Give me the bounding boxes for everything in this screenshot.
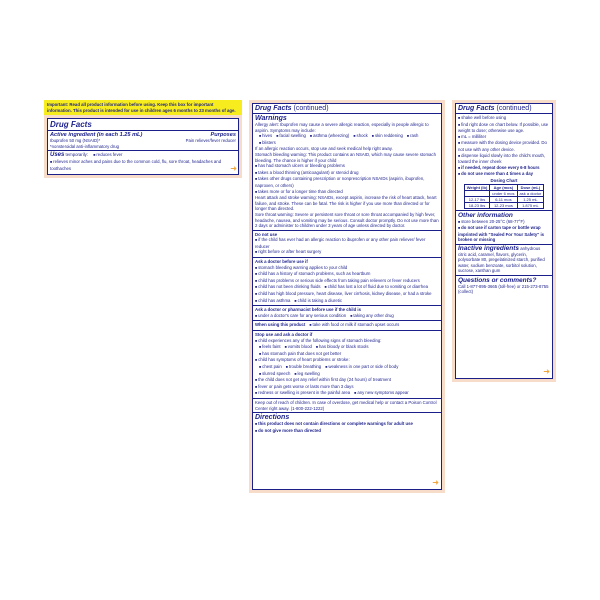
list-item: ■ weakness in one part or side of body (325, 364, 398, 371)
right-panel (452, 100, 556, 382)
table-cell: 1.875 mL (517, 202, 544, 208)
list-item: ■ do not use more than 4 times a day (458, 171, 550, 178)
arrow-right-icon: ➜ (230, 164, 237, 174)
table-row (464, 196, 544, 202)
table-row (464, 184, 544, 190)
table-cell: ask a doctor (517, 190, 544, 196)
do-not-use-heading: Do not use (255, 231, 278, 237)
table-cell: 12-23 mos (490, 202, 517, 208)
allergy-after: If an allergic reaction occurs, stop use and seek medical help right away. (255, 146, 393, 152)
list-item: ■ this product does not contain directions or complete warnings for adult use (255, 421, 439, 428)
list-item: ■ has had stomach ulcers or bleeding problems (255, 163, 439, 170)
list-item: ■ the child does not get any relief within first day (24 hours) of treatment (255, 377, 439, 384)
list-item: ■ taking any other drug (350, 313, 394, 320)
uses-temporarily: temporarily: (65, 152, 88, 158)
table-header: Dose (mL) (517, 184, 544, 190)
questions-heading: Questions or comments? (458, 276, 537, 284)
list-item: ■ takes other drugs containing prescription or nonprescription NSAIDs (aspirin, ibuprofen, naproxen, or others) (255, 176, 439, 188)
list-item: ■ do not use if carton tape or bottle wrap imprinted with "Sealed For Your Safety" is broken or missing (458, 225, 550, 243)
heart-warning: Heart attack and stroke warning: NSAIDs, except aspirin, increase the risk of heart attack, heart failure, and stroke. These can be fatal. The risk is higher if you use more than directed or for longer than directed. (255, 195, 437, 212)
list-item: ■ store between 20-25°C (68-77°F) (458, 219, 550, 226)
list-item: ■ relieves minor aches and pains due to the common cold, flu, sore throat, headaches and toothaches (50, 159, 236, 171)
table-cell: 1.25 mL (517, 196, 544, 202)
drug-facts-heading: Drug Facts (255, 105, 292, 112)
stomach-warning: Stomach bleeding warning: This product contains an NSAID, which may cause severe stomach bleeding. The chance is higher if your child (255, 151, 436, 163)
table-cell: 12-17 lbs (464, 196, 490, 202)
list-item: ■ child has asthma (255, 298, 290, 305)
table-cell: 18-23 lbs (464, 202, 490, 208)
list-item: ■ child has high blood pressure, heart disease, liver cirrhosis, kidney disease, or had a stroke (255, 291, 439, 298)
arrow-right-icon: ➜ (432, 478, 439, 487)
other-information-heading: Other information (458, 211, 513, 219)
active-ingredient: Ibuprofen 50 mg (NSAID)* (50, 138, 101, 144)
list-item: ■ shock (353, 133, 367, 140)
list-item: ■ dispense liquid slowly into the child's mouth, toward the inner cheek (458, 153, 550, 165)
uses-heading: Uses (50, 152, 65, 159)
list-item: ■ hives (259, 133, 272, 140)
drug-facts-heading: Drug Facts (50, 120, 92, 130)
continued-label: (continued) (293, 105, 329, 112)
arrow-right-icon: ➜ (543, 367, 550, 376)
list-item: ■ child has lost a lot of fluid due to vomiting or diarrhea (325, 284, 429, 291)
list-item: ■ mL = milliliter (458, 134, 550, 141)
list-item: ■ trouble breathing (286, 364, 321, 371)
list-item: ■ shake well before using (458, 115, 550, 122)
inactive-ingredients-heading: Inactive ingredients (458, 244, 520, 252)
list-item: ■ any new symptoms appear (354, 390, 409, 397)
list-item: ■ do not give more than directed (255, 428, 439, 435)
list-item: ■ leg swelling (294, 371, 319, 378)
directions-heading: Directions (255, 414, 290, 422)
list-item: ■ child experiences any of the following signs of stomach bleeding: (255, 338, 439, 345)
list-item: ■ child is taking a diuretic (294, 298, 342, 305)
list-item: ■ if needed, repeat dose every 6-8 hours (458, 165, 550, 172)
dosing-chart (464, 184, 545, 209)
list-item: ■ feels faint (259, 344, 281, 351)
dosing-chart-title: Dosing Chart (490, 177, 518, 183)
continued-label: (continued) (496, 105, 532, 112)
list-item: ■ chest pain (259, 364, 282, 371)
list-item: ■ find right dose on chart below. If possible, use weight to dose; otherwise use age. (458, 122, 550, 134)
when-using-heading: When using this product (255, 322, 306, 328)
left-panel (44, 100, 242, 178)
list-item: ■ right before or after heart surgery (255, 249, 439, 256)
table-header: Weight (lb) (464, 184, 490, 190)
ask-pharmacist-heading: Ask a doctor or pharmacist before use if the child is (255, 307, 362, 313)
table-cell: under 6 mos (490, 190, 517, 196)
stop-use-heading: Stop use and ask a doctor if (255, 332, 313, 337)
list-item: ■ takes more or for a longer time than directed (255, 189, 439, 196)
list-item: ■ fever or pain gets worse or lasts more than 3 days (255, 384, 439, 391)
list-item: ■ redness or swelling is present in the painful area (255, 390, 350, 397)
questions-text: Call 1-877-895-3665 (toll-free) or 215-273-8755 (collect) (458, 283, 549, 295)
list-item: ■ child has a history of stomach problems, such as heartburn (255, 271, 439, 278)
sore-throat-warning: Sore throat warning: Severe or persistent sore throat or sore throat accompanied by high fever, headache, nausea, and vomiting may be serious. Consult doctor promptly. Do not use more than 2 days or administer to children under 3 years of age unless directed by doctor. (255, 211, 439, 229)
list-item: ■ takes a blood thinning (anticoagulant) or steroid drug (255, 170, 439, 177)
list-item: ■ child has symptoms of heart problems or stroke: (255, 357, 439, 364)
active-purpose: Pain reliever/fever reducer (185, 138, 236, 144)
table-row (464, 202, 544, 208)
list-item: ■ if the child has ever had an allergic reaction to ibuprofen or any other pain reliever/ fever reducer (255, 237, 439, 249)
important-banner (44, 100, 242, 115)
left-drug-facts-box (44, 115, 242, 178)
list-item: ■ facial swelling (276, 133, 306, 140)
list-item: ■ child has not been drinking fluids (255, 284, 321, 291)
ask-doctor-heading: Ask a doctor before use if (255, 259, 308, 265)
drug-facts-heading: Drug Facts (458, 105, 495, 112)
list-item: ■ measure with the dosing device provided. Do not use with any other device. (458, 140, 550, 152)
list-item: ■ vomits blood (285, 344, 312, 351)
list-item: ■ take with food or milk if stomach upset occurs (309, 322, 399, 329)
table-cell: 6-11 mos (490, 196, 517, 202)
list-item: ■ child has problems or serious side effects from taking pain relievers or fever reducers (255, 278, 439, 285)
nsaid-note: *nonsteroidal anti-inflammatory drug (50, 143, 120, 149)
list-item: ■ slurred speech (259, 371, 290, 378)
list-item: ■ has bloody or black stools (316, 344, 369, 351)
list-item: ■ blisters (259, 140, 276, 147)
list-item: ■ skin reddening (372, 133, 403, 140)
warnings-heading: Warnings (255, 115, 287, 122)
list-item: ■ under a doctor's care for any serious condition (255, 313, 346, 320)
active-ingredient-label: Active ingredient (in each 1.25 mL) (50, 132, 143, 139)
keep-out-of-reach: Keep out of reach of children. In case of overdose, get medical help or contact a Poison Control Center right away. (1-800-222-1222) (255, 399, 437, 411)
table-header: Age (mos) (490, 184, 517, 190)
list-item: ■ has stomach pain that does not get better (255, 351, 439, 358)
list-item: ■ reduces fever (89, 152, 122, 157)
list-item: ■ asthma (wheezing) (310, 133, 349, 140)
important-text: Important: Read all product information before using. Keep this box for important information. This product is intended for use in children ages 6 months to 23 months of age. (47, 102, 236, 113)
inactive-ingredients-text: anhydrous citric acid, caramel, flavors, glycerin, polysorbate 80, pregelatinized starch, purified water, sodium benzoate, sorbitol solution, sucrose, xanthan gum (458, 245, 545, 274)
purposes-label: Purposes (210, 132, 236, 139)
middle-panel (249, 100, 445, 493)
list-item: ■ stomach bleeding warning applies to your child (255, 265, 439, 272)
list-item: ■ rash (407, 133, 419, 140)
allergy-alert: Allergy alert: Ibuprofen may cause a severe allergic reaction, especially in people allergic to aspirin. Symptoms may include: (255, 122, 429, 133)
